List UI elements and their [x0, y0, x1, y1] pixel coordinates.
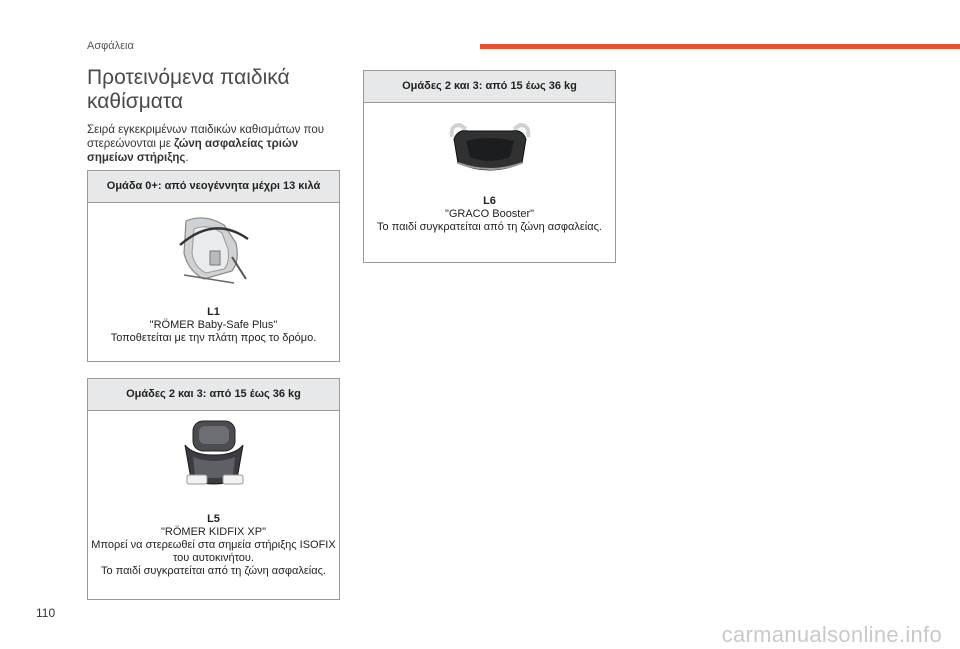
seat-card-body: [88, 209, 339, 345]
intro-paragraph: [87, 123, 347, 165]
seat-card-group-2-3-graco: [363, 70, 616, 263]
seat-name: "RÖMER KIDFIX XP": [161, 526, 266, 538]
high-back-booster-seat-image: [179, 417, 249, 493]
seat-note: Το παιδί συγκρατείται από τη ζώνη ασφαλείας.: [377, 221, 602, 233]
seat-note-line-2: του αυτοκινήτου.: [172, 552, 254, 564]
seat-card-body: [88, 417, 339, 578]
page-title-line-2: καθίσματα: [87, 90, 184, 113]
seat-card-heading: Ομάδες 2 και 3: από 15 έως 36 kg: [88, 379, 339, 411]
intro-text: Σειρά εγκεκριμένων παιδικών καθισμάτων που στερεώνονται με: [87, 124, 325, 150]
watermark: carmanualsonline.info: [721, 622, 942, 647]
seat-card-heading: Ομάδες 2 και 3: από 15 έως 36 kg: [364, 71, 615, 103]
seat-card-heading: Ομάδα 0+: από νεογέννητα μέχρι 13 κιλά: [88, 171, 339, 203]
seat-card-group-0plus: [87, 170, 340, 362]
seat-name: "GRACO Booster": [444, 208, 535, 220]
seat-note-line-3: Το παιδί συγκρατείται από τη ζώνη ασφαλείας.: [101, 565, 326, 577]
intro-text-end: .: [185, 152, 189, 164]
seat-code: L1: [207, 306, 220, 318]
page-number: 110: [36, 606, 56, 620]
seat-code: L6: [483, 195, 496, 207]
section-label: Ασφάλεια: [87, 40, 134, 52]
infant-carrier-seat-image: [174, 209, 254, 289]
page-title-line-1: Προτεινόμενα παιδικά: [87, 66, 290, 89]
section-accent-bar: [480, 44, 960, 49]
seat-card-body: [364, 117, 615, 234]
seat-code: L5: [207, 513, 220, 525]
seat-note-line-1: Μπορεί να στερεωθεί στα σημεία στήριξης ISOFIX: [91, 539, 336, 551]
seat-card-group-2-3-kidfix: [87, 378, 340, 600]
seat-name: "RÖMER Baby-Safe Plus": [149, 319, 278, 331]
intro-bold-text: ζώνη ασφαλείας τριών σημείων στήριξης: [87, 138, 299, 164]
booster-cushion-image: [448, 117, 532, 183]
seat-note: Τοποθετείται με την πλάτη προς το δρόμο.: [110, 332, 317, 344]
page-title: [87, 66, 347, 114]
